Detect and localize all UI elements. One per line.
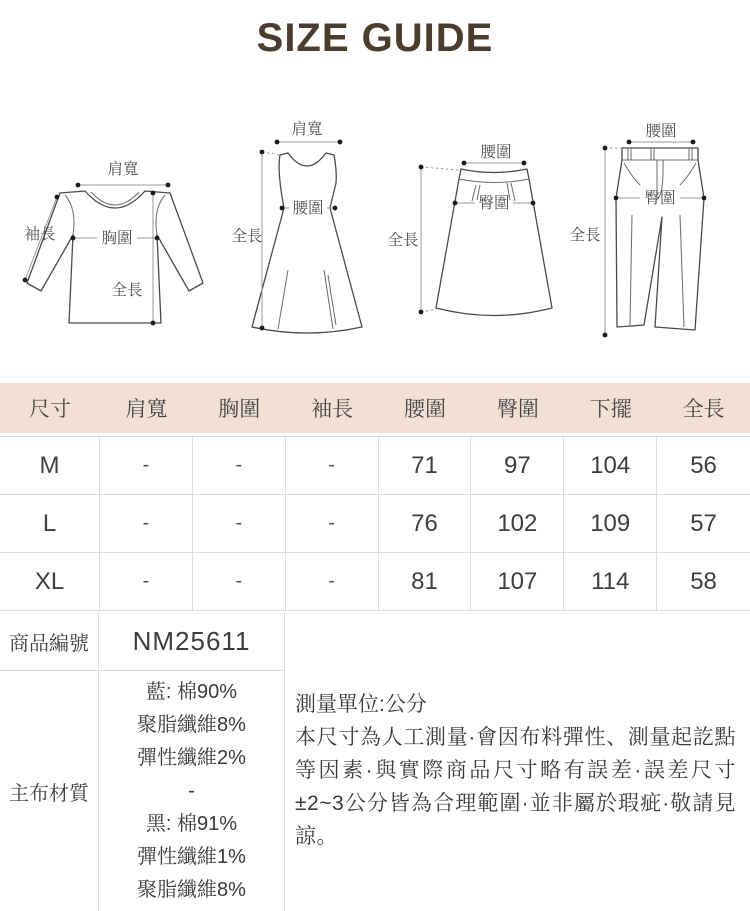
size-table-header-cell: 袖長 [311,398,354,421]
skirt-hip-label: 臀圍 [478,195,510,212]
measurement-unit: 測量單位:公分 [295,693,427,716]
pants-length-label: 全長 [569,227,601,244]
size-table-body [0,436,750,611]
size-table-header-cell: 肩寬 [125,398,168,421]
size-cell: - [286,553,379,610]
size-cell: 76 [379,495,472,552]
shirt-length-label: 全長 [111,282,143,299]
pants-hip-label: 臀圍 [644,190,676,207]
size-table-header-cell: 腰圍 [403,398,446,421]
dress-waist-label: 腰圍 [292,200,324,217]
material-line: - [188,779,195,802]
pants-diagram-icon [552,105,747,345]
dress-length-label: 全長 [231,228,263,245]
size-table-header-cell: 臀圍 [496,398,539,421]
size-cell: 107 [471,553,564,610]
size-cell: - [100,495,193,552]
size-cell: 114 [564,553,657,610]
size-cell: L [0,495,100,552]
size-cell: 56 [690,451,717,479]
size-table-header-cell: 胸圍 [218,398,261,421]
shirt-chest-label: 胸圍 [101,230,133,247]
material-line: 彈性纖維2% [137,746,246,769]
material-label: 主布材質 [0,671,99,911]
size-cell: 57 [690,509,717,537]
size-cell: - [100,553,193,610]
material-list [99,671,285,911]
size-cell: 102 [471,495,564,552]
garment-diagrams [0,105,750,345]
dress-shoulder-label: 肩寬 [291,121,323,138]
size-cell: 71 [379,437,472,494]
size-cell: - [193,495,286,552]
product-info-table [0,612,750,911]
material-line: 藍: 棉90% [145,680,238,703]
size-table-header-cell: 下擺 [589,398,632,421]
shirt-shoulder-label: 肩寬 [107,161,139,178]
measurement-note [285,612,750,911]
material-line: 聚脂纖維8% [137,878,246,901]
size-cell: 97 [471,437,564,494]
size-cell: - [193,437,286,494]
size-table-row-l [0,495,750,553]
size-table-row-m [0,437,750,495]
measurement-disclaimer: 本尺寸為人工測量·會因布料彈性、測量起訖點等因素·與實際商品尺寸略有誤差·誤差尺寸±2~3公分皆為合理範圍·並非屬於瑕疵·敬請見諒。 [295,726,736,848]
material-line: 聚脂纖維8% [137,713,246,736]
size-cell: - [286,495,379,552]
size-table-row-xl [0,553,750,611]
skirt-diagram-icon [385,105,570,345]
material-line: 彈性纖維1% [137,845,246,868]
shirt-diagram-icon [15,105,215,345]
size-cell: - [286,437,379,494]
page-title: SIZE GUIDE [256,16,494,60]
size-cell: 109 [564,495,657,552]
material-line: 黑: 棉91% [145,812,238,835]
shirt-sleeve-label: 袖長 [24,226,56,243]
product-number-label: 商品編號 [0,612,99,671]
size-cell: 58 [690,567,717,595]
skirt-length-label: 全長 [387,232,419,249]
size-cell: - [193,553,286,610]
size-table-header-cell: 尺寸 [29,398,71,421]
pants-waist-label: 腰圍 [645,123,677,140]
size-cell: - [100,437,193,494]
size-cell: 104 [564,437,657,494]
product-number-value: NM25611 [99,612,285,671]
size-cell: M [0,437,100,494]
size-table-header-cell: 全長 [682,398,725,421]
dress-diagram-icon [228,105,388,345]
skirt-waist-label: 腰圍 [480,144,512,161]
size-cell: XL [0,553,100,610]
size-table [0,383,750,611]
size-cell: 81 [379,553,472,610]
size-table-header-row [0,383,750,433]
